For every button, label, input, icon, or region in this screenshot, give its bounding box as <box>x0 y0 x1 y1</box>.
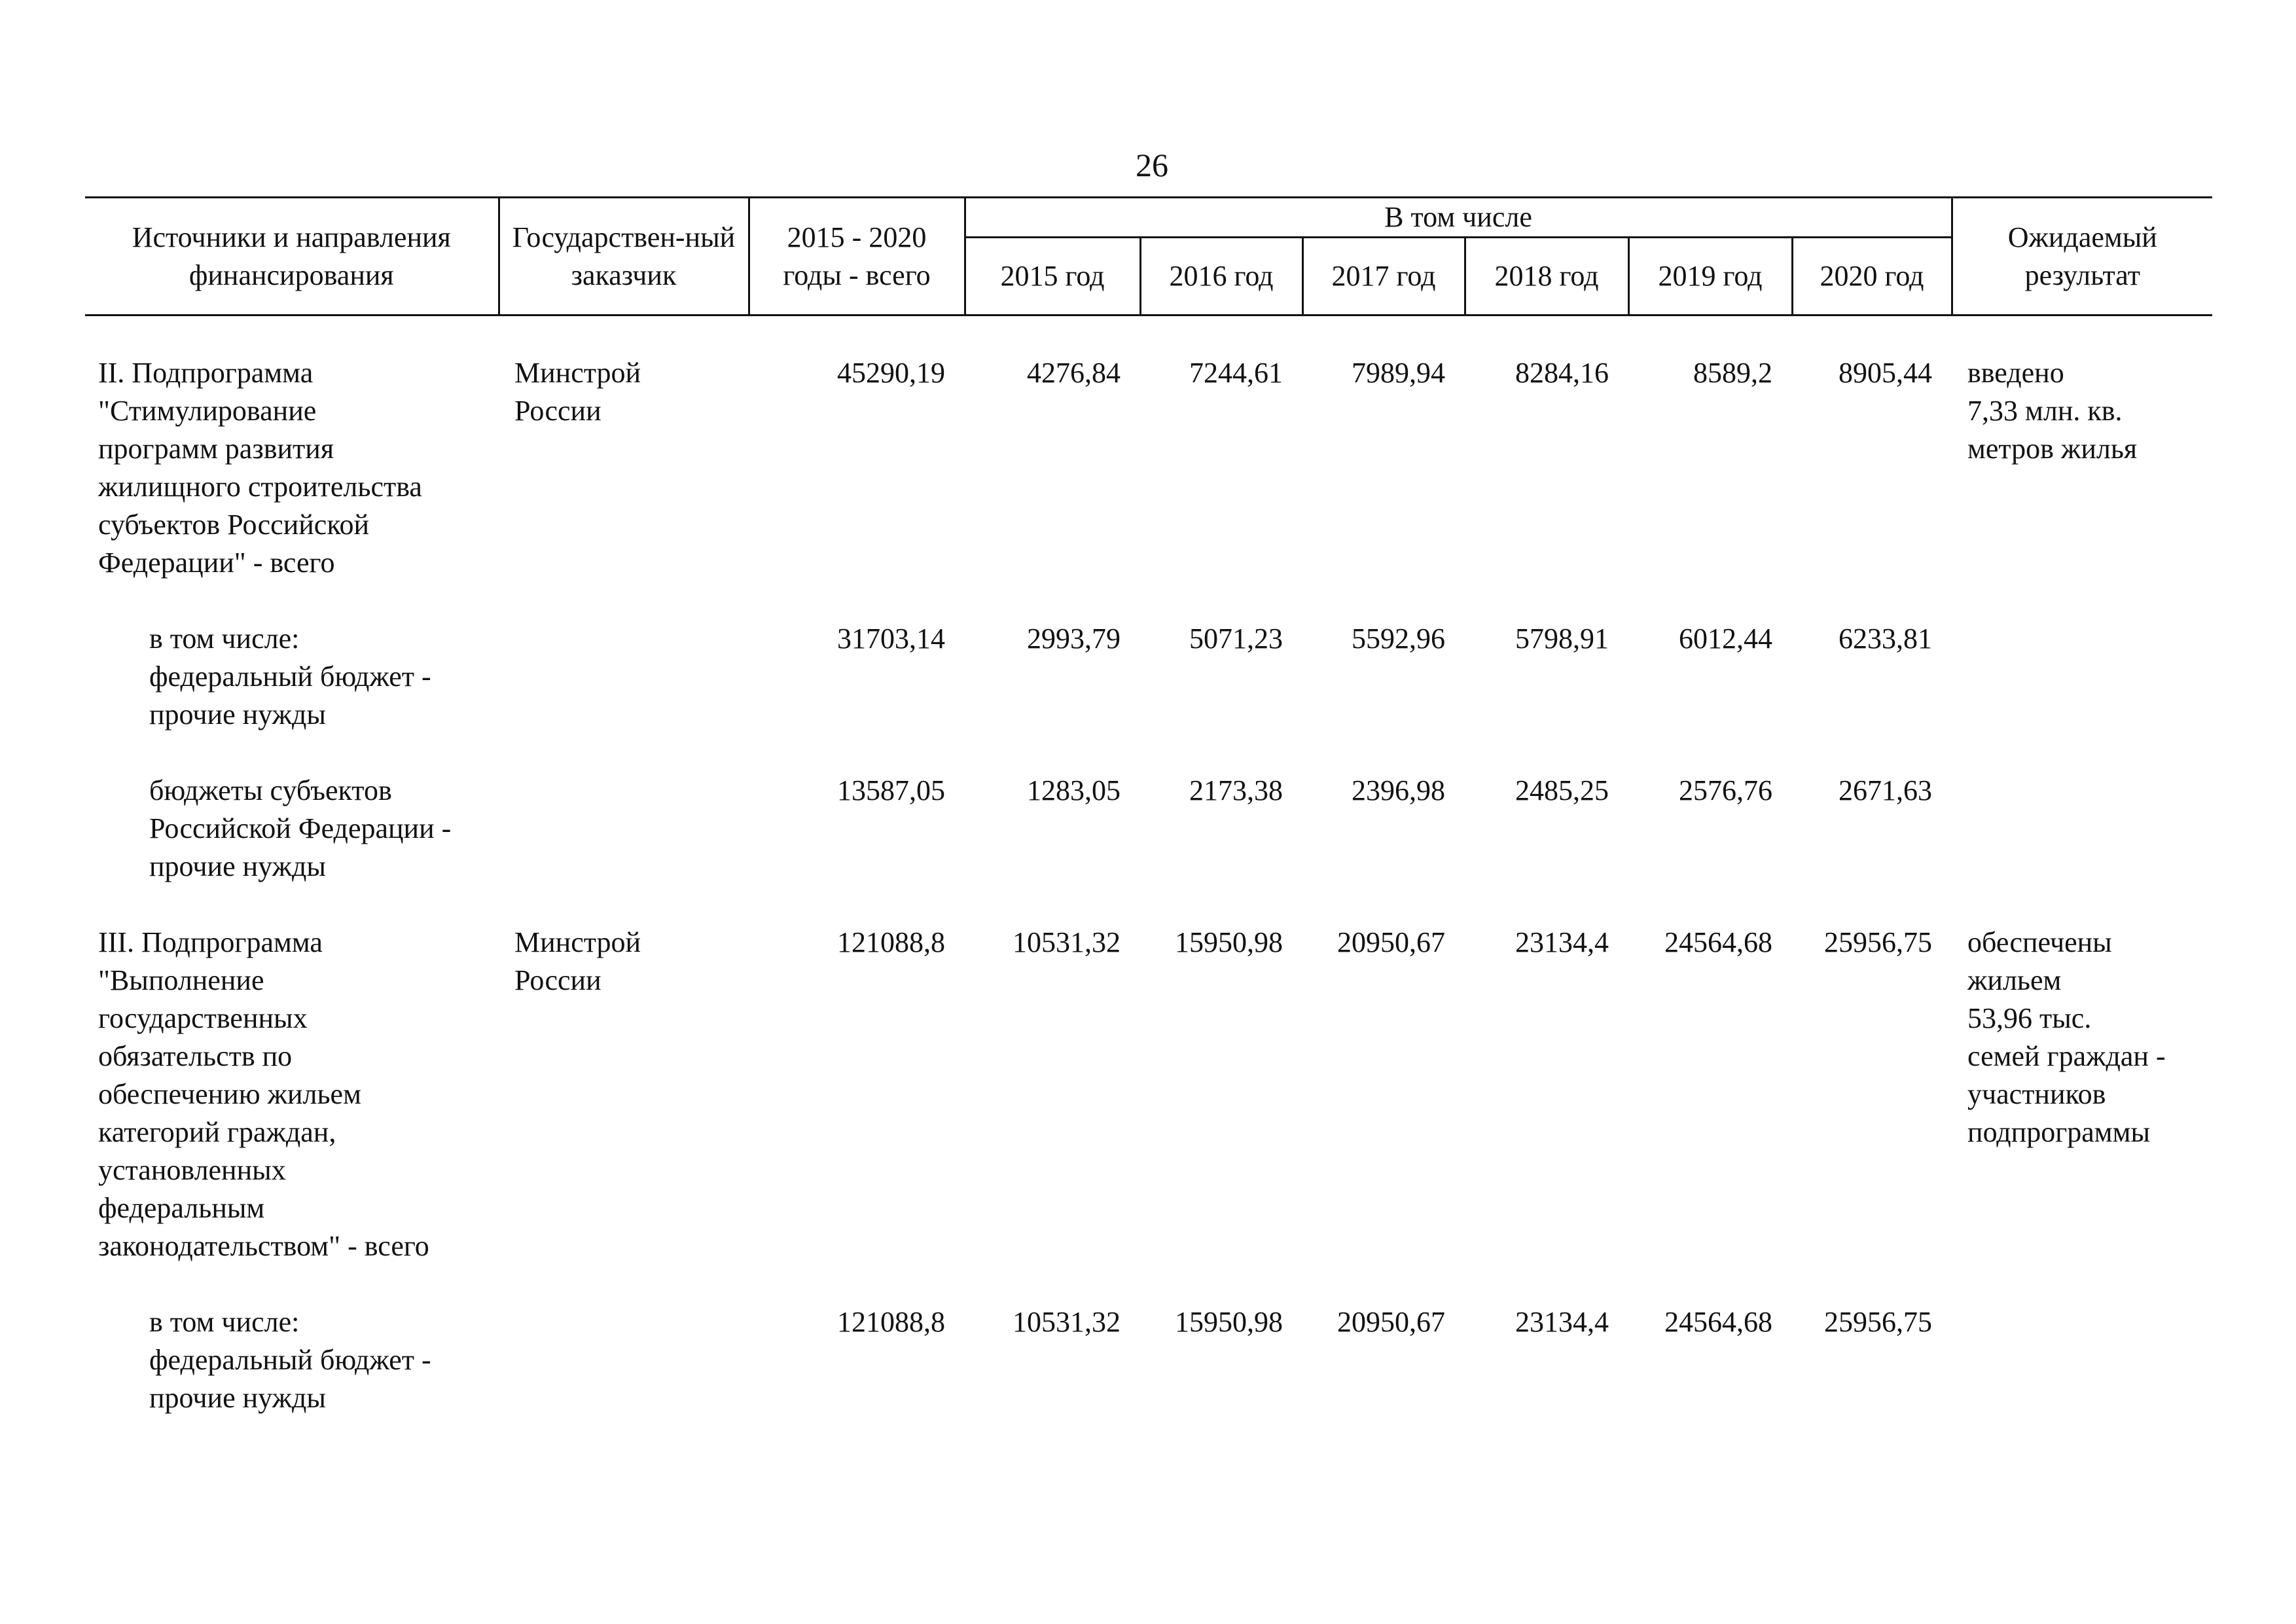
value-2017: 5592,96 <box>1352 623 1445 655</box>
source-line: "Выполнение <box>98 964 264 996</box>
result-line: семей граждан - <box>1967 1040 2166 1072</box>
customer-line: России <box>514 964 601 996</box>
value-2016: 7244,61 <box>1189 357 1283 389</box>
header-year-2017: 2017 год <box>1302 238 1465 316</box>
result-cell <box>1952 354 2212 582</box>
total-cell: 13587,05 <box>837 774 945 806</box>
source-cell <box>85 620 499 734</box>
header-result: Ожидаемый результат <box>1952 198 2212 316</box>
value-2019: 6012,44 <box>1679 623 1772 655</box>
source-line: "Стимулирование <box>98 395 317 427</box>
page-number: 26 <box>1136 147 1168 183</box>
value-2018: 8284,16 <box>1515 357 1609 389</box>
source-line: установленных <box>98 1154 286 1186</box>
result-cell <box>1952 772 2212 886</box>
table-row <box>85 924 2212 1265</box>
result-line: введено <box>1967 357 2064 389</box>
source-line: жилищного строительства <box>98 471 422 503</box>
source-line: программ развития <box>98 433 334 465</box>
financing-table-container <box>85 196 2212 1417</box>
value-2016: 15950,98 <box>1175 926 1283 958</box>
value-2016: 15950,98 <box>1175 1306 1283 1338</box>
source-line: федеральный бюджет - <box>149 660 431 693</box>
customer-cell <box>499 1303 749 1417</box>
source-line: в том числе: <box>149 623 300 655</box>
value-2015: 10531,32 <box>1013 926 1121 958</box>
customer-cell <box>499 772 749 886</box>
value-2019: 24564,68 <box>1664 1306 1772 1338</box>
source-line: государственных <box>98 1002 308 1034</box>
result-line: участников <box>1967 1078 2106 1110</box>
value-2015: 2993,79 <box>1027 623 1121 655</box>
total-cell: 31703,14 <box>837 623 945 655</box>
source-cell <box>85 354 499 582</box>
value-2017: 2396,98 <box>1352 774 1445 806</box>
source-line: бюджеты субъектов <box>149 774 392 806</box>
result-line: 7,33 млн. кв. <box>1967 395 2123 427</box>
value-2019: 8589,2 <box>1693 357 1772 389</box>
source-line: Федерации" - всего <box>98 547 335 579</box>
header-total: 2015 - 2020 годы - всего <box>749 198 965 316</box>
header-sources: Источники и направления финансирования <box>85 198 499 316</box>
value-2015: 10531,32 <box>1013 1306 1121 1338</box>
source-line: прочие нужды <box>149 1382 326 1414</box>
result-cell <box>1952 620 2212 734</box>
source-line: III. Подпрограмма <box>98 926 323 958</box>
value-2020: 8905,44 <box>1839 357 1933 389</box>
value-2017: 20950,67 <box>1337 926 1445 958</box>
header-year-2020: 2020 год <box>1792 238 1952 316</box>
result-line: жильем <box>1967 964 2062 996</box>
source-line: прочие нужды <box>149 698 326 731</box>
value-2018: 5798,91 <box>1515 623 1609 655</box>
source-line: в том числе: <box>149 1306 300 1338</box>
value-2015: 1283,05 <box>1027 774 1121 806</box>
table-row <box>85 1303 2212 1417</box>
header-customer: Государствен-ный заказчик <box>499 198 749 316</box>
total-cell: 45290,19 <box>837 357 945 389</box>
value-2020: 6233,81 <box>1839 623 1933 655</box>
value-2020: 25956,75 <box>1824 1306 1933 1338</box>
table-row <box>85 354 2212 582</box>
table-body <box>85 316 2212 1418</box>
result-line: подпрограммы <box>1967 1116 2151 1148</box>
result-line: обеспечены <box>1967 926 2112 958</box>
customer-line: Минстрой <box>514 926 641 958</box>
value-2018: 23134,4 <box>1515 926 1609 958</box>
source-cell <box>85 772 499 886</box>
source-line: обязательств по <box>98 1040 293 1072</box>
result-cell <box>1952 1303 2212 1417</box>
value-2018: 2485,25 <box>1515 774 1609 806</box>
result-line: 53,96 тыс. <box>1967 1002 2092 1034</box>
source-line: законодательством" - всего <box>98 1230 429 1262</box>
value-2017: 20950,67 <box>1337 1306 1445 1338</box>
customer-cell <box>499 620 749 734</box>
source-cell <box>85 924 499 1265</box>
source-line: II. Подпрограмма <box>98 357 314 389</box>
header-year-2019: 2019 год <box>1628 238 1792 316</box>
source-line: обеспечению жильем <box>98 1078 361 1110</box>
source-line: субъектов Российской <box>98 509 370 541</box>
source-cell <box>85 1303 499 1417</box>
value-2020: 2671,63 <box>1839 774 1933 806</box>
table-header <box>85 198 2212 316</box>
value-2015: 4276,84 <box>1027 357 1121 389</box>
header-year-2015: 2015 год <box>965 238 1140 316</box>
financing-table <box>85 196 2212 1417</box>
customer-cell <box>499 354 749 582</box>
customer-cell <box>499 924 749 1265</box>
value-2018: 23134,4 <box>1515 1306 1609 1338</box>
value-2016: 2173,38 <box>1189 774 1283 806</box>
customer-line: Минстрой <box>514 357 641 389</box>
result-line: метров жилья <box>1967 433 2138 465</box>
value-2019: 24564,68 <box>1664 926 1772 958</box>
source-line: категорий граждан, <box>98 1116 336 1148</box>
source-line: Российской Федерации - <box>149 812 452 844</box>
source-line: федеральный бюджет - <box>149 1344 431 1376</box>
customer-line: России <box>514 395 601 427</box>
header-year-2016: 2016 год <box>1140 238 1302 316</box>
value-2020: 25956,75 <box>1824 926 1933 958</box>
header-year-2018: 2018 год <box>1465 238 1628 316</box>
total-cell: 121088,8 <box>837 1306 945 1338</box>
value-2017: 7989,94 <box>1352 357 1445 389</box>
value-2016: 5071,23 <box>1189 623 1283 655</box>
table-row <box>85 620 2212 734</box>
table-row <box>85 772 2212 886</box>
header-including: В том числе <box>965 198 1952 238</box>
source-line: федеральным <box>98 1192 265 1224</box>
value-2019: 2576,76 <box>1679 774 1772 806</box>
source-line: прочие нужды <box>149 850 326 882</box>
result-cell <box>1952 924 2212 1265</box>
total-cell: 121088,8 <box>837 926 945 958</box>
